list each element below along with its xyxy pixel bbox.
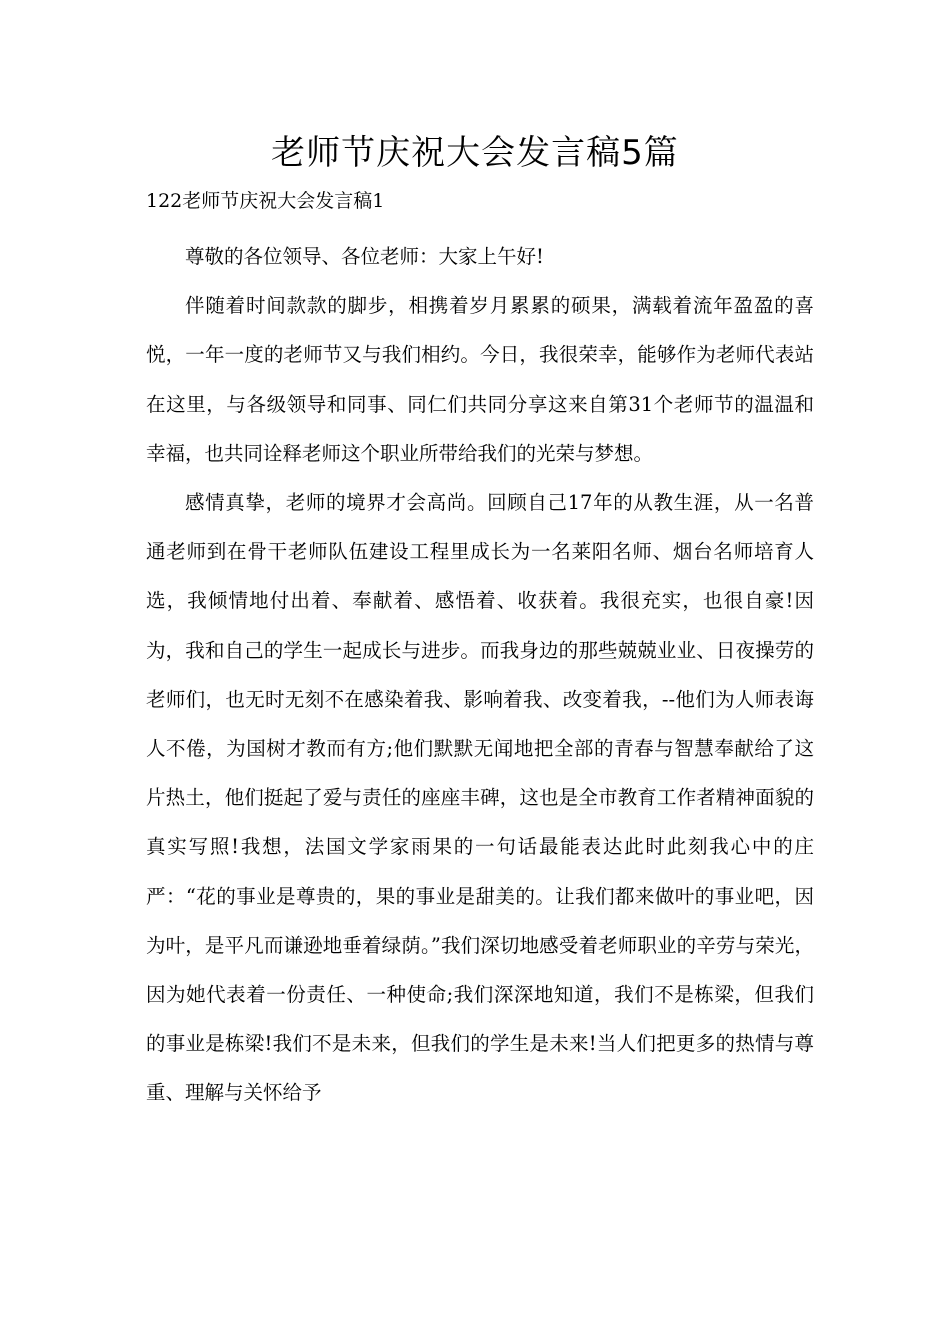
paragraph-opening: 伴随着时间款款的脚步，相携着岁月累累的硕果，满载着流年盈盈的喜悦，一年一度的老师节又与我们相约。今日，我很荣幸，能够作为老师代表站在这里，与各级领导和同事、同仁们共同分享这来自第31个老师节的温温和幸福，也共同诠释老师这个职业所带给我们的光荣与梦想。 <box>146 294 814 465</box>
document-body <box>146 232 814 1118</box>
paragraph-greeting: 尊敬的各位领导、各位老师：大家上午好! <box>185 245 544 268</box>
document-title: 老师节庆祝大会发言稿5篇 <box>271 133 679 173</box>
paragraph-reflection: 感情真挚，老师的境界才会高尚。回顾自己17年的从教生涯，从一名普通老师到在骨干老师队伍建设工程里成长为一名莱阳名师、烟台名师培育人选，我倾情地付出着、奉献着、感悟着、收获着。我很充实，也很自豪!因为，我和自己的学生一起成长与进步。而我身边的那些兢兢业业、日夜操劳的老师们，也无时无刻不在感染着我、影响着我、改变着我，--他们为人师表诲人不倦，为国树才教而有方;他们默默无闻地把全部的青春与智慧奉献给了这片热土，他们挺起了爱与责任的座座丰碑，这也是全市教育工作者精神面貌的真实写照!我想，法国文学家雨果的一句话最能表达此时此刻我心中的庄严：“花的事业是尊贵的，果的事业是甜美的。让我们都来做叶的事业吧，因为叶，是平凡而谦逊地垂着绿荫。”我们深切地感受着老师职业的辛劳与荣光，因为她代表着一份责任、一种使命;我们深深地知道，我们不是栋梁，但我们的事业是栋梁!我们不是未来，但我们的学生是未来!当人们把更多的热情与尊重、理解与关怀给予 <box>146 491 814 1105</box>
document-subtitle: 122老师节庆祝大会发言稿1 <box>146 190 385 212</box>
